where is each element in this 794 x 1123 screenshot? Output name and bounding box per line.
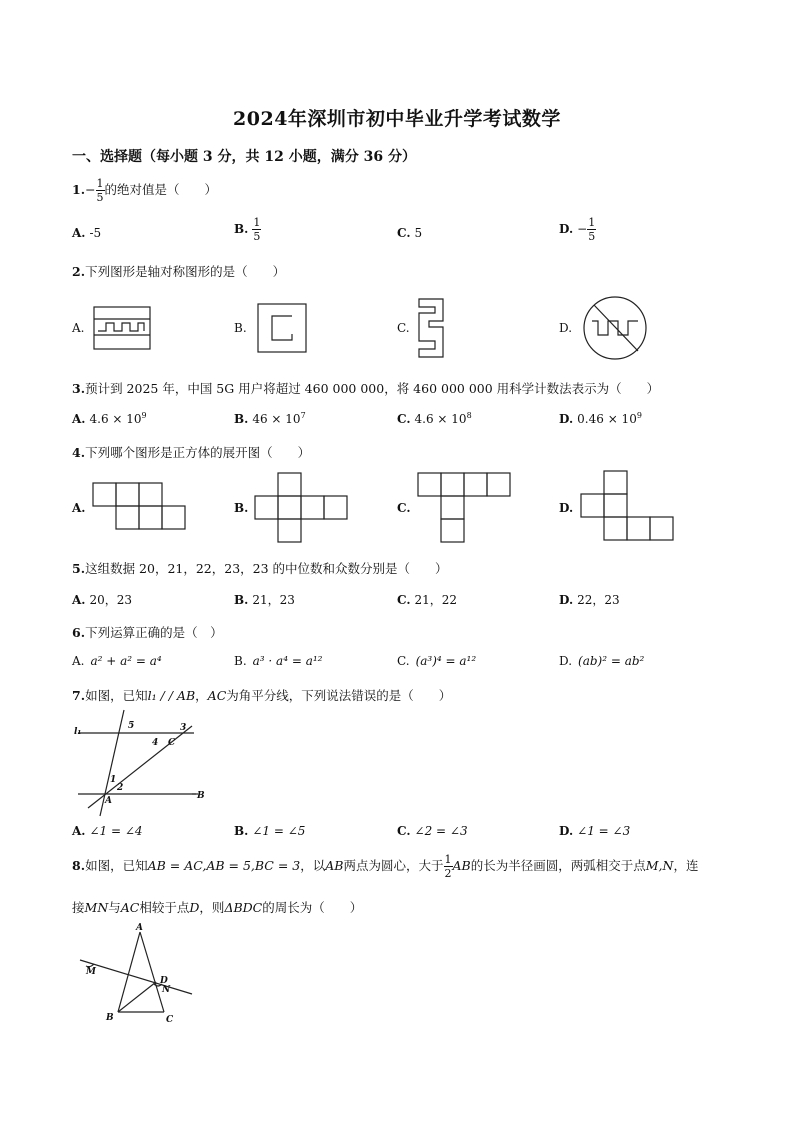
option-label: B. [234, 654, 247, 668]
fraction [444, 854, 453, 879]
figure-8 [76, 922, 196, 1026]
option-exponent: 7 [300, 411, 306, 420]
label-b: B [106, 1013, 114, 1023]
fraction [587, 217, 596, 242]
option-label: D. [559, 412, 574, 426]
question-number: 3. [72, 381, 86, 396]
option-label: D. [559, 501, 574, 515]
label-l1: l₁ [74, 727, 82, 737]
option-label: A. [72, 412, 86, 426]
figure-4d [580, 470, 676, 542]
option-label: C. [397, 412, 411, 426]
figure-2b [256, 302, 308, 354]
option-text: ∠2 = ∠3 [414, 824, 468, 838]
label-a: A [105, 796, 112, 806]
label-2: 2 [117, 783, 124, 793]
fraction-denominator: 2 [444, 867, 452, 880]
option-text: -5 [89, 226, 102, 240]
math-expression: MN [84, 900, 109, 915]
question-1 [72, 178, 217, 203]
option-a[interactable] [72, 591, 132, 608]
option-text: 20，23 [89, 593, 133, 607]
question-6 [72, 623, 223, 641]
math-expression: AC [120, 900, 140, 915]
option-label: B. [234, 501, 249, 515]
label-1: 1 [110, 775, 117, 785]
question-text: 如图，已知 [85, 688, 148, 703]
option-label: D. [559, 824, 574, 838]
option-b[interactable] [234, 411, 306, 426]
question-3 [72, 379, 659, 397]
fraction-numerator: 1 [253, 216, 261, 229]
option-c[interactable] [397, 654, 476, 668]
question-text: 如图，已知 [85, 858, 148, 873]
question-2 [72, 262, 285, 280]
option-label: D. [559, 593, 574, 607]
option-base: 46 × 10 [252, 412, 301, 426]
fraction [252, 217, 261, 242]
option-text: 5 [414, 226, 423, 240]
option-a[interactable] [72, 411, 147, 426]
option-label: B. [234, 321, 247, 335]
option-base: 4.6 × 10 [89, 412, 142, 426]
option-exponent: 8 [466, 411, 472, 420]
label-b: B [197, 791, 205, 801]
fraction-numerator: 1 [444, 853, 452, 866]
option-text: a³ · a⁴ = a¹² [252, 654, 323, 668]
option-c[interactable] [397, 226, 422, 240]
option-label: C. [397, 321, 410, 335]
question-text: 下列哪个图形是正方体的展开图（ ） [85, 445, 311, 460]
question-4 [72, 443, 310, 461]
question-text: 相较于点 [139, 900, 190, 915]
question-text: 为角平分线，下列说法错误的是（ ） [226, 688, 452, 703]
question-text: 预计到 2025 年，中国 5G 用户将超过 460 000 000，将 460 000 000 用科学计数法表示为（ ） [85, 381, 660, 396]
option-label: D. [559, 321, 573, 335]
option-d[interactable] [559, 824, 630, 838]
question-text: 下列图形是轴对称图形的是（ ） [85, 264, 286, 279]
question-text: ， [195, 688, 208, 703]
label-c: C [168, 738, 176, 748]
option-d[interactable] [559, 411, 642, 426]
option-text: 22，23 [577, 593, 620, 607]
question-text: 这组数据 20，21，22，23，23 的中位数和众数分别是（ ） [85, 561, 448, 576]
figure-2c [417, 297, 447, 359]
question-text: ，则 [199, 900, 225, 915]
math-expression: l₁ / / AB [147, 688, 196, 703]
question-text: 下列运算正确的是（ ） [85, 625, 223, 640]
option-label: C. [397, 226, 411, 240]
math-expression: AC [207, 688, 227, 703]
option-a[interactable] [72, 654, 162, 668]
math-expression: AB = AC,AB = 5,BC = 3 [147, 858, 301, 873]
option-c[interactable] [397, 411, 472, 426]
question-number: 1. [72, 182, 86, 197]
question-8-line-2 [72, 898, 362, 916]
fraction-denominator: 5 [588, 230, 596, 243]
label-4: 4 [152, 738, 159, 748]
option-base: 4.6 × 10 [414, 412, 467, 426]
option-label: D. [559, 654, 573, 668]
question-number: 7. [72, 688, 86, 703]
option-text: 21，23 [252, 593, 295, 607]
option-d[interactable] [559, 654, 644, 668]
question-number: 6. [72, 625, 86, 640]
question-8-line-1 [72, 854, 698, 879]
question-number: 8. [72, 858, 86, 873]
question-text: 两点为圆心，大于 [343, 858, 444, 873]
question-number: 4. [72, 445, 86, 460]
math-expression: M,N [645, 858, 674, 873]
question-text: 的长为半径画圆，两弧相交于点 [470, 858, 646, 873]
fraction-numerator: 1 [588, 216, 596, 229]
option-label: B. [234, 824, 249, 838]
label-m: M [86, 967, 96, 977]
figure-4b [254, 472, 350, 542]
option-text: ∠1 = ∠3 [577, 824, 631, 838]
figure-2a [92, 305, 152, 351]
option-d[interactable] [559, 321, 572, 335]
fraction-denominator: 5 [253, 230, 261, 243]
option-label: C. [397, 824, 411, 838]
fraction-numerator: 1 [96, 177, 104, 190]
option-label: B. [234, 593, 249, 607]
minus-sign: − [577, 222, 588, 236]
option-d[interactable] [559, 501, 577, 515]
question-text: ，以 [300, 858, 326, 873]
question-text: 的绝对值是（ ） [104, 182, 218, 197]
question-5 [72, 559, 448, 577]
math-expression: AB [325, 858, 344, 873]
option-a[interactable] [72, 824, 143, 838]
option-label: C. [397, 501, 411, 515]
option-b[interactable] [234, 217, 261, 242]
option-exponent: 9 [636, 411, 642, 420]
question-text: ，连 [673, 858, 699, 873]
option-label: A. [72, 226, 86, 240]
section-heading: 一、选择题（每小题 3 分，共 12 小题，满分 36 分） [72, 149, 416, 165]
option-b[interactable] [234, 501, 252, 515]
option-label: A. [72, 501, 86, 515]
option-label: A. [72, 321, 85, 335]
figure-7 [72, 708, 212, 818]
option-text: 21，22 [414, 593, 458, 607]
option-base: 0.46 × 10 [577, 412, 637, 426]
option-label: B. [234, 412, 249, 426]
option-d[interactable] [559, 591, 620, 608]
label-5: 5 [128, 721, 135, 731]
option-label: B. [234, 222, 249, 236]
label-d: D [160, 976, 168, 986]
option-label: C. [397, 593, 411, 607]
label-3: 3 [180, 723, 187, 733]
question-text: 的周长为（ ） [262, 900, 363, 915]
option-label: C. [397, 654, 410, 668]
option-exponent: 9 [141, 411, 147, 420]
figure-4a [92, 482, 188, 530]
option-label: A. [72, 593, 86, 607]
question-text: 接 [72, 900, 85, 915]
option-b[interactable] [234, 591, 295, 608]
math-expression: D [189, 900, 200, 915]
fraction [96, 178, 105, 203]
minus-sign: − [85, 182, 96, 197]
label-n: N [162, 985, 171, 995]
figure-4c [417, 472, 513, 542]
option-label: A. [72, 824, 86, 838]
option-text: ∠1 = ∠5 [252, 824, 306, 838]
option-text: (a³)⁴ = a¹² [415, 654, 477, 668]
option-b[interactable] [234, 654, 322, 668]
label-c: C [166, 1015, 174, 1025]
option-c[interactable] [397, 321, 410, 335]
question-number: 2. [72, 264, 86, 279]
option-label: A. [72, 654, 85, 668]
label-a: A [136, 923, 143, 933]
option-d[interactable] [559, 217, 596, 242]
option-a[interactable] [72, 501, 90, 515]
option-label: D. [559, 222, 574, 236]
option-text: a² + a² = a⁴ [90, 654, 162, 668]
question-7 [72, 686, 451, 704]
page-title: 2024年深圳市初中毕业升学考试数学 [233, 108, 561, 130]
option-c[interactable] [397, 591, 457, 608]
option-text: ∠1 = ∠4 [89, 824, 143, 838]
math-expression: ΔBDC [224, 900, 263, 915]
option-b[interactable] [234, 321, 247, 335]
question-number: 5. [72, 561, 86, 576]
option-a[interactable] [72, 226, 101, 240]
math-expression: AB [452, 858, 471, 873]
question-text: 与 [108, 900, 121, 915]
figure-2d [582, 295, 648, 361]
fraction-denominator: 5 [96, 191, 104, 204]
option-c[interactable] [397, 824, 468, 838]
option-b[interactable] [234, 824, 305, 838]
option-a[interactable] [72, 321, 84, 335]
option-c[interactable] [397, 501, 415, 515]
option-text: (ab)² = ab² [578, 654, 645, 668]
